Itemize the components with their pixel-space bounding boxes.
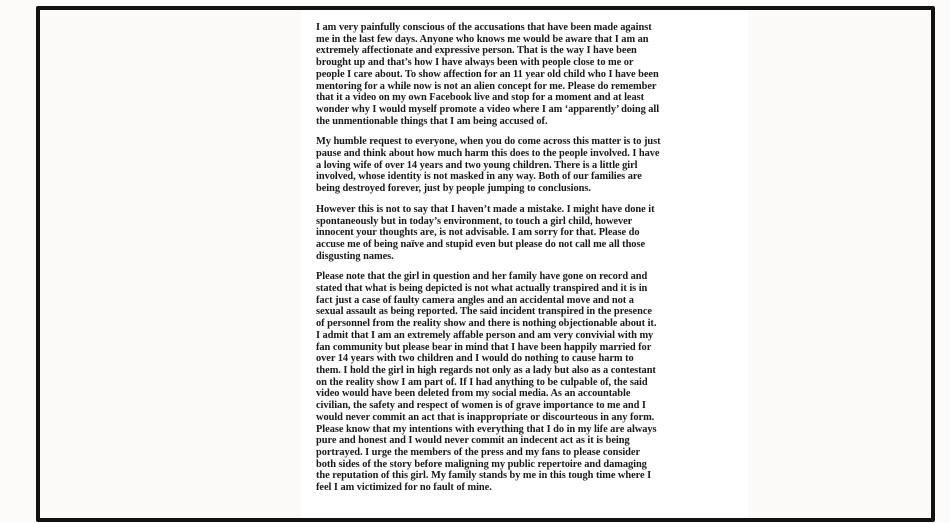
document-page bbox=[301, 10, 748, 518]
paragraph-3: However this is not to say that I haven’t made a mistake. I might have done it spontaneously but in today’s environment, to touch a girl child, however innocent your thoughts are, is not advisable. I am sorry for that. Please do accuse me of being naïve and stupid even but please do not call me all those disgusting names. bbox=[316, 203, 655, 262]
paragraph-4: Please note that the girl in question and her family have gone on record and stated that what is being depicted is not what actually transpired and it is in fact just a case of faulty camera angles and an accidental move and not a sexual assault as being reported. The said incident transpired in the presence of personnel from the reality show and there is nothing objectionable about it. I admit that I am an extremely affable person and am very convivial with my fan community but please bear in mind that I have been happily married for over 14 years with two children and I would do nothing to cause harm to them. I hold the girl in high regards not only as a lady but also as a contestant on the reality show I am part of. If I had anything to be culpable of, the said video would have been deleted from my social media. As an accountable civilian, the safety and respect of women is of grave importance to me and I would never commit an act that is inappropriate or discourteous in any form. Please know that my intentions with everything that I do in my life are always pure and honest and I would never commit an indecent act as it is being portrayed. I urge the members of the press and my fans to please consider both sides of the story before maligning my public repertoire and damaging the reputation of this girl. My family stands by me in this tough time where I feel I am victimized for no fault of mine. bbox=[316, 271, 657, 494]
paragraph-2: My humble request to everyone, when you do come across this matter is to just pause and think about how much harm this does to the people involved. I have a loving wife of over 14 years and two young children. There is a little girl involved, whose identity is not masked in any way. Both of our families are being destroyed forever, just by people jumping to conclusions. bbox=[316, 136, 661, 195]
screenshot-frame bbox=[36, 6, 935, 522]
statement-text bbox=[316, 22, 661, 494]
paragraph-1: I am very painfully conscious of the accusations that have been made against me in the last few days. Anyone who knows me would be aware that I am an extremely affectionate and expressive person. That is the way I have been brought up and that’s how I have always been with people close to me or people I care about. To show affection for an 11 year old child who I have been mentoring for a while now is not an alien concept for me. Please do remember that it a video on my own Facebook live and stop for a moment and at least wonder why I would myself promote a video where I am ‘apparently’ doing all the unmentionable things that I am being accused of. bbox=[316, 22, 660, 127]
